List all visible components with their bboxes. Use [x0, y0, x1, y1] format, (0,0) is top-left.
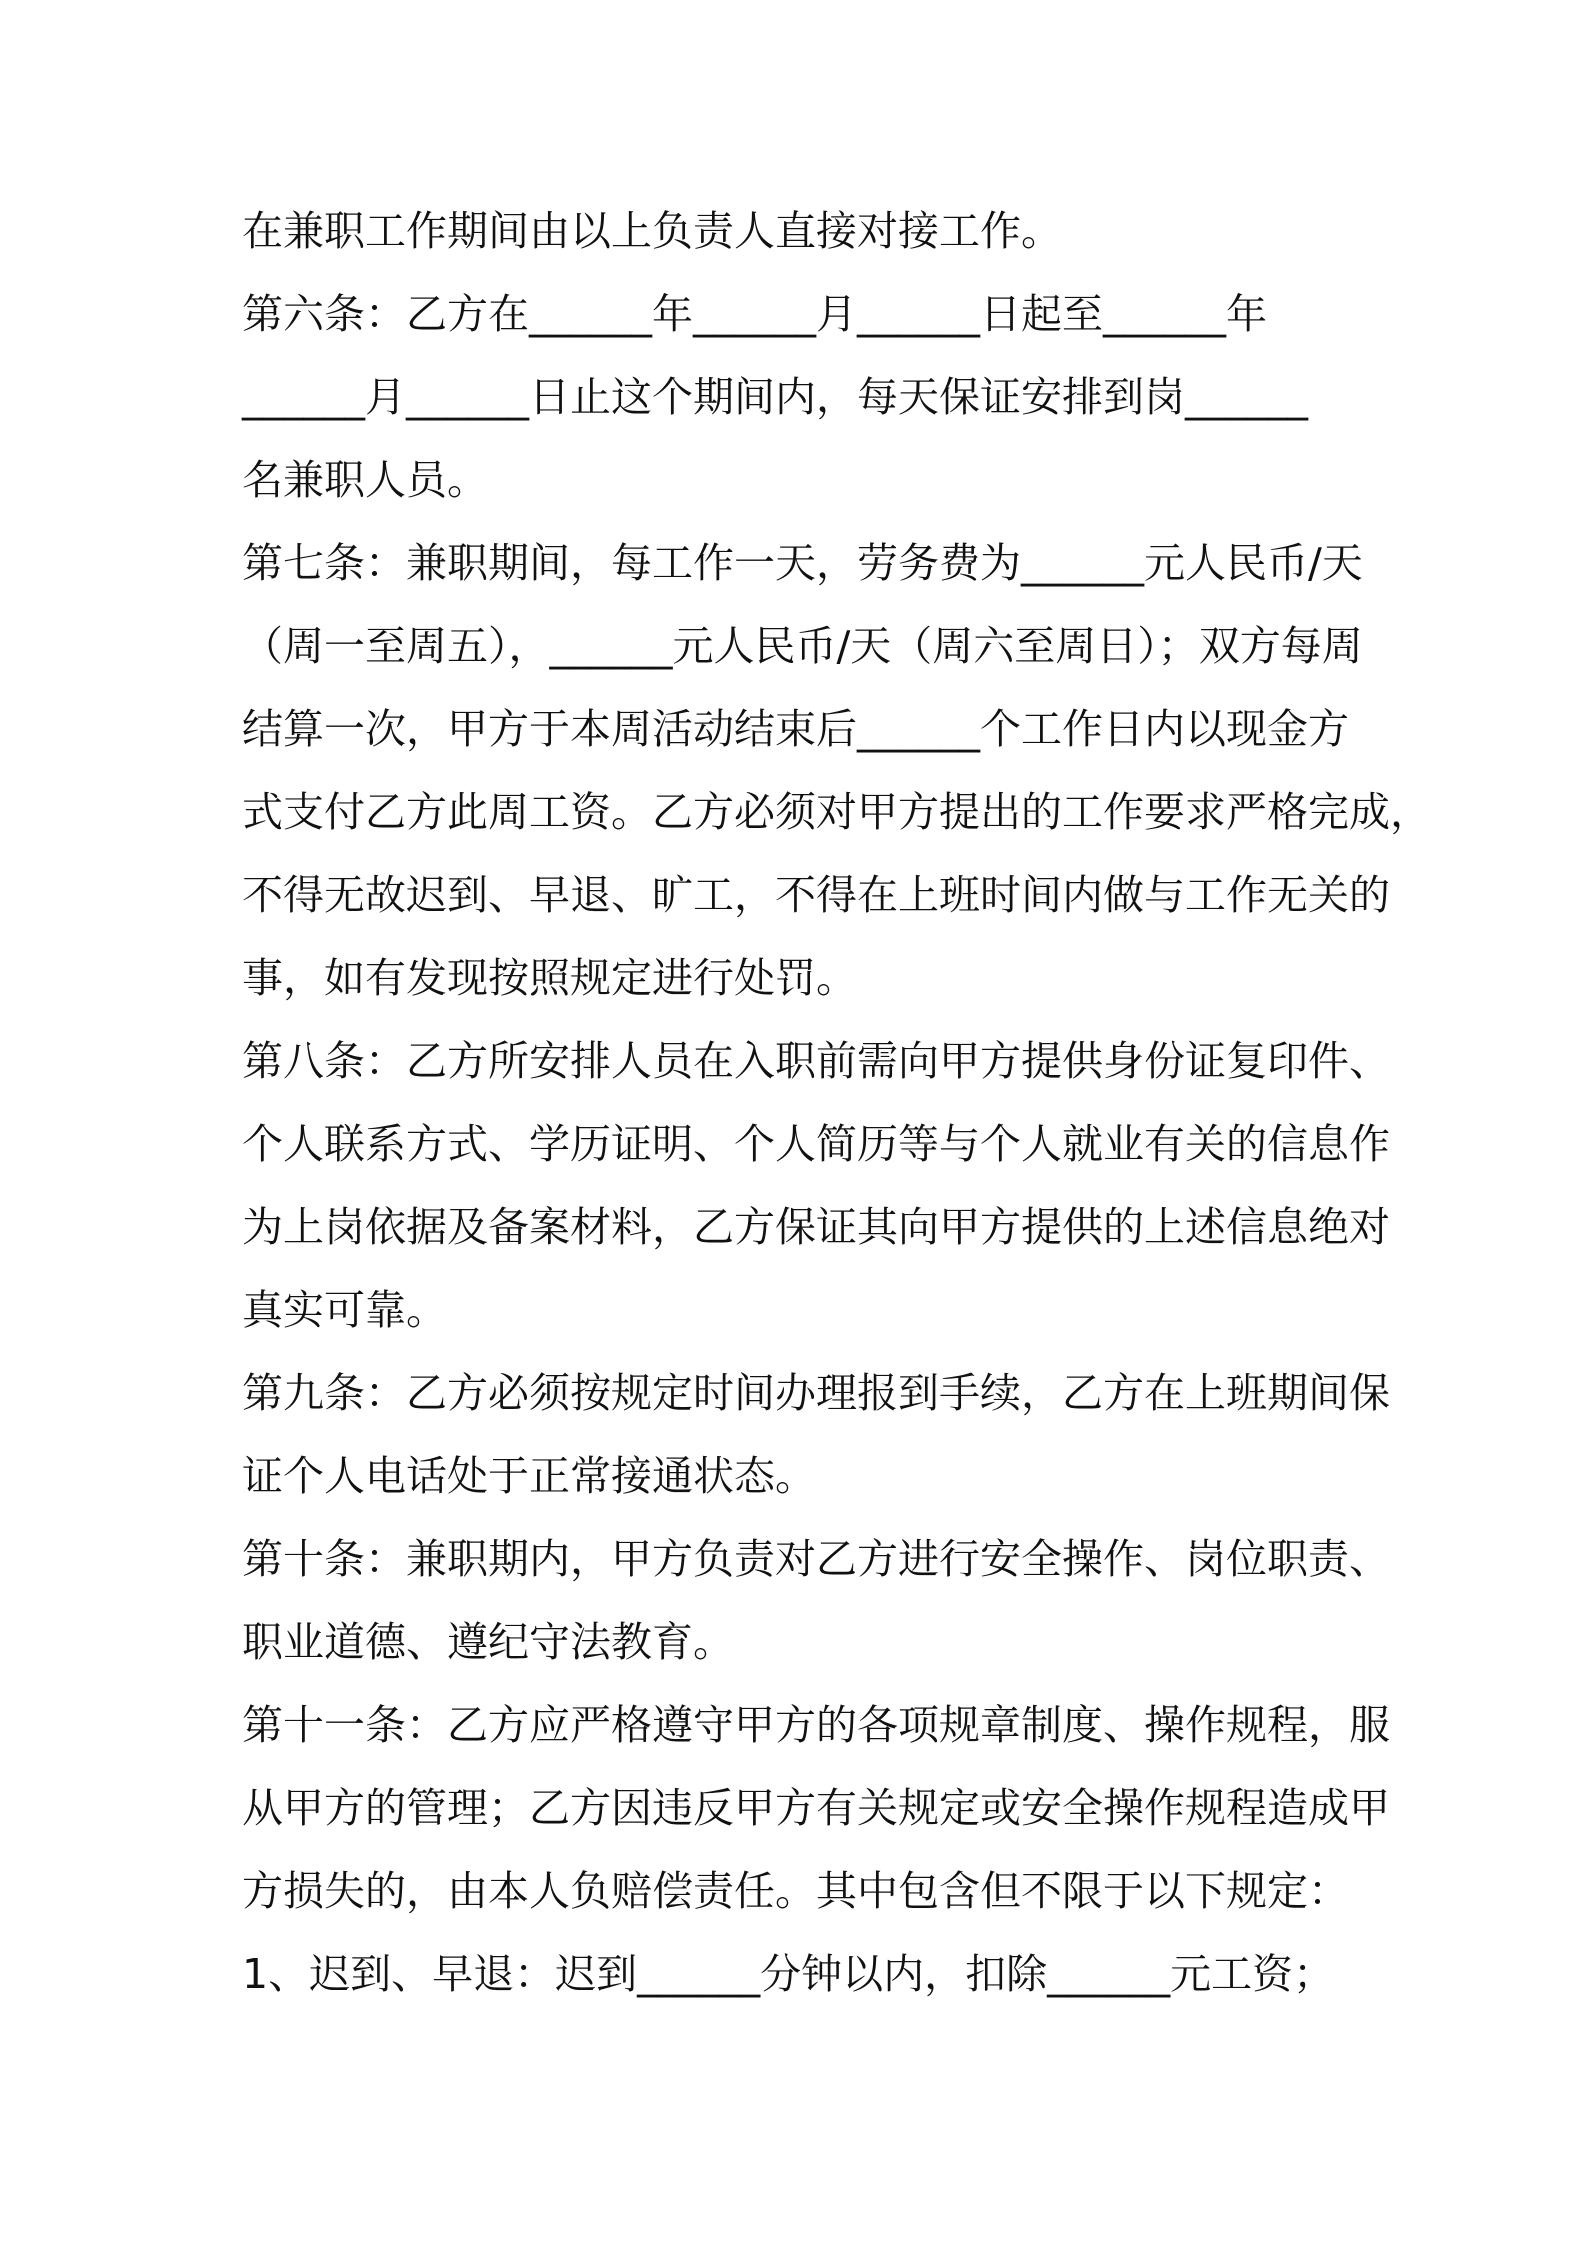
paragraph-article-10	[242, 1518, 1390, 1684]
paragraph-intro-tail	[242, 190, 1362, 273]
text-line: 结算一次，甲方于本周活动结束后______个工作日内以现金方	[242, 705, 1349, 753]
paragraph-article-6	[242, 273, 1362, 522]
paragraph-rule-1	[242, 1933, 1362, 2016]
document-body	[242, 190, 1431, 2016]
text-line: 不得无故迟到、早退、旷工，不得在上班时间内做与工作无关的	[242, 871, 1390, 919]
text-line: 从甲方的管理；乙方因违反甲方有关规定或安全操作规程造成甲	[242, 1784, 1390, 1832]
paragraph-article-11	[242, 1684, 1390, 1933]
text-line: 方损失的，由本人负赔偿责任。其中包含但不限于以下规定：	[242, 1867, 1349, 1915]
paragraph-article-9	[242, 1352, 1390, 1518]
text-line: 第六条：乙方在______年______月______日起至______年	[242, 290, 1267, 338]
text-line: 个人联系方式、学历证明、个人简历等与个人就业有关的信息作	[242, 1120, 1390, 1168]
text-line: 1、迟到、早退：迟到______分钟以内，扣除______元工资；	[242, 1950, 1335, 1998]
text-line: 第十一条：乙方应严格遵守甲方的各项规章制度、操作规程，服	[242, 1701, 1390, 1749]
text-line: 在兼职工作期间由以上负责人直接对接工作。	[242, 207, 1062, 255]
text-line: （周一至周五），______元人民币/天（周六至周日）；双方每周	[242, 622, 1363, 670]
paragraph-article-7	[242, 522, 1431, 1020]
text-line: 第八条：乙方所安排人员在入职前需向甲方提供身份证复印件、	[242, 1037, 1390, 1085]
text-line: 式支付乙方此周工资。乙方必须对甲方提出的工作要求严格完成，	[242, 788, 1431, 836]
text-line: 第十条：兼职期内，甲方负责对乙方进行安全操作、岗位职责、	[242, 1535, 1390, 1583]
text-line: 第七条：兼职期间，每工作一天，劳务费为______元人民币/天	[242, 539, 1363, 587]
text-line: 证个人电话处于正常接通状态。	[242, 1452, 816, 1500]
text-line: 名兼职人员。	[242, 456, 488, 504]
text-line: 第九条：乙方必须按规定时间办理报到手续，乙方在上班期间保	[242, 1369, 1390, 1417]
text-line: 真实可靠。	[242, 1286, 447, 1334]
text-line: 事，如有发现按照规定进行处罚。	[242, 954, 857, 1002]
paragraph-article-8	[242, 1020, 1390, 1352]
text-line: 为上岗依据及备案材料，乙方保证其向甲方提供的上述信息绝对	[242, 1203, 1390, 1251]
text-line: 职业道德、遵纪守法教育。	[242, 1618, 734, 1666]
text-line: ______月______日止这个期间内，每天保证安排到岗______	[242, 373, 1308, 421]
